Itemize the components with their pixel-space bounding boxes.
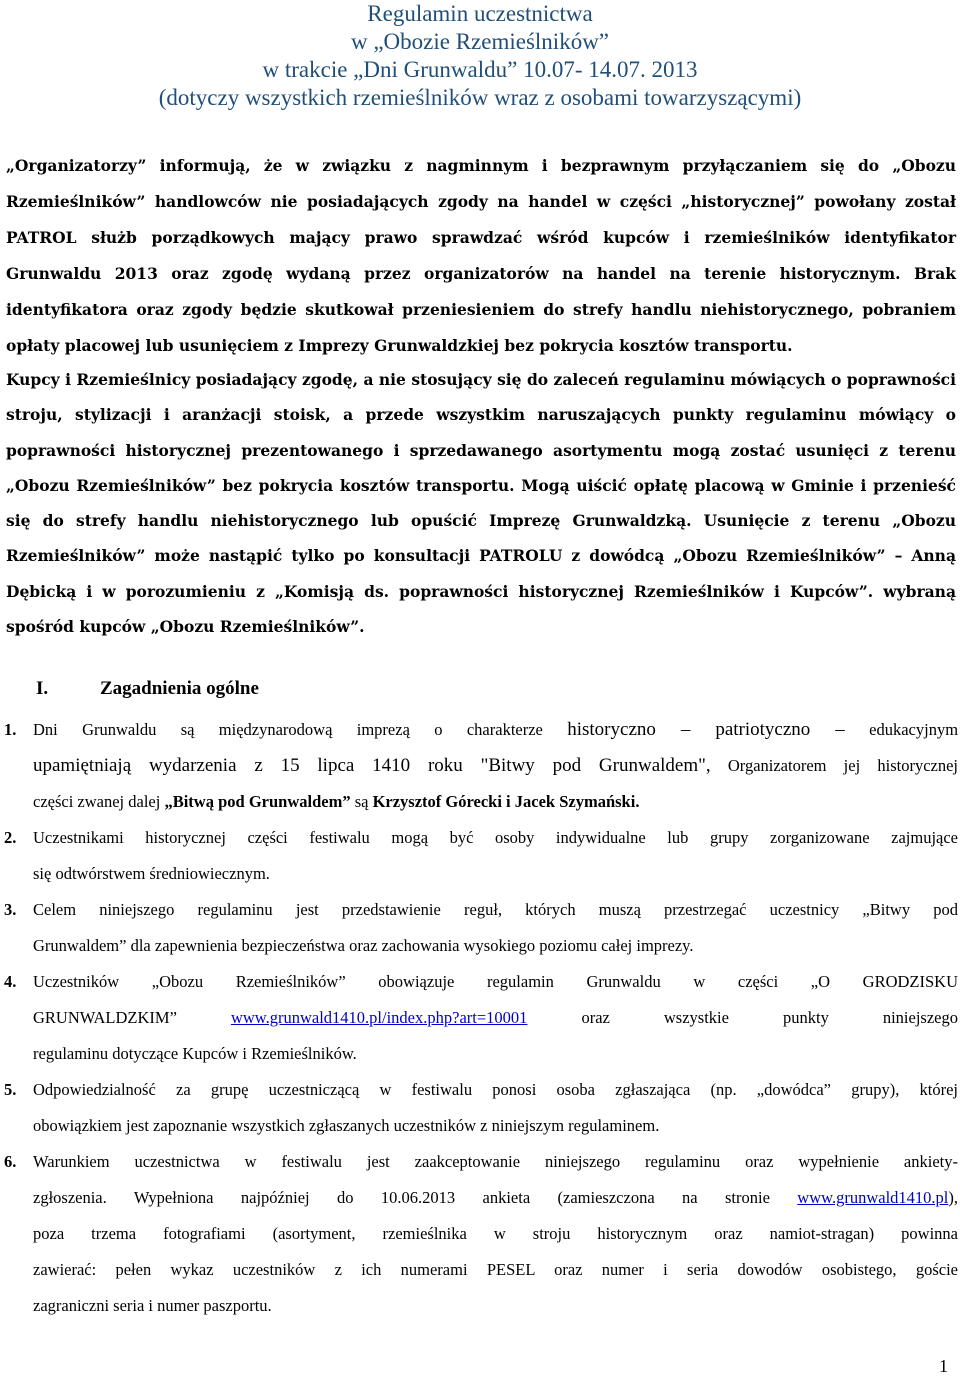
intro-line-1: „Organizatorzy” informują, że w związku z nagminnym i bezprawnym przyłączaniem się do „Obozu [6,156,956,175]
title-line-1: Regulamin uczestnictwa [367,1,593,26]
item-1-text-i: Krzysztof Górecki i Jacek Szymański. [372,792,640,811]
item-5-line-2: obowiązkiem jest zapoznanie wszystkich zgłaszanych uczestników z niniejszym regulaminem. [33,1116,660,1135]
item-1-text-b: historyczno – patriotyczno – [567,719,845,740]
item-1-line-3 [33,784,958,820]
item-4-line-3: regulaminu dotyczące Kupców i Rzemieślników. [33,1044,357,1063]
item-number: 6. [4,1152,17,1171]
list-item-3 [4,892,958,964]
intro-line-3: PATROL służb porządkowych mający prawo sprawdzać wśród kupców i rzemieślników identyfikator [6,228,956,247]
item-6-line-1: Warunkiem uczestnictwa w festiwalu jest zaakceptowanie niniejszego regulaminu oraz wypełnienie ankiety- [33,1152,958,1171]
item-3-line-2: Grunwaldem” dla zapewnienia bezpieczeństwa oraz zachowania wysokiego poziomu całej imprezy. [33,936,694,955]
item-2-line-1: Uczestnikami historycznej części festiwalu mogą być osoby indywidualne lub grupy zorganizowane zajmujące [33,828,958,847]
item-1-line-1 [33,712,958,748]
section-heading [36,678,259,700]
intro-paragraph [6,148,956,364]
rules-line-3: poprawności historycznej prezentowanego i sprzedawanego asortymentu mogą zostać usunięci z terenu [6,440,956,460]
item-4-text-a: GRUNWALDZKIM” [33,1008,177,1027]
item-6-line-4: zawierać: pełen wykaz uczestników z ich numerami PESEL oraz numer i seria dowodów osobistego, goście [33,1260,958,1279]
item-6-line-2 [33,1180,958,1216]
intro-line-6: opłaty placowej lub usunięciem z Imprezy Grunwaldzkiej bez pokrycia kosztów transportu. [6,336,793,355]
item-4-line-1: Uczestników „Obozu Rzemieślników” obowiązuje regulamin Grunwaldu w części „O GRODZISKU [33,972,958,991]
title-line-4: (dotyczy wszystkich rzemieślników wraz z osobami towarzyszącymi) [158,85,802,110]
item-2-line-2: się odtwórstwem średniowiecznym. [33,864,270,883]
grodzisko-link[interactable]: www.grunwald1410.pl/index.php?art=10001 [230,1008,528,1027]
website-link[interactable]: www.grunwald1410.pl [797,1188,949,1207]
rules-line-4: „Obozu Rzemieślników” bez pokrycia kosztów transportu. Mogą uiścić opłatę placową w Gminie i przenieść [6,475,956,495]
list-item-4 [4,964,958,1072]
rules-line-5: się do strefy handlu niehistorycznego lub opuścić Imprezę Grunwaldzką. Usunięcie z terenu „Obozu [6,511,956,531]
item-number: 2. [4,828,17,847]
list-item-2 [4,820,958,892]
rules-line-2: stroju, stylizacji i aranżacji stoisk, a przede wszystkim naruszających punkty regulaminu mówiący o [6,405,956,425]
title-line-3: w trakcie „Dni Grunwaldu” 10.07- 14.07. 2013 [262,57,698,82]
item-1-text-h: są [354,792,369,811]
item-6-text-b: ), [948,1188,958,1207]
item-number: 5. [4,1080,17,1099]
item-4-line-2 [33,1000,958,1036]
item-6-line-5: zagraniczni seria i numer paszportu. [33,1296,272,1315]
item-1-text-d: upamiętniają wydarzenia z 15 lipca 1410 roku "Bitwy pod Grunwaldem", [33,755,711,776]
rules-paragraph [6,362,956,644]
rules-line-6: Rzemieślników” może nastąpić tylko po konsultacji PATROLU z dowódcą „Obozu Rzemieślników” – Anną [6,546,956,566]
rules-line-7: Dębicką i w porozumieniu z „Komisją ds. poprawności historycznej Rzemieślników i Kupców”. wybraną [6,581,956,601]
list-item-1 [4,712,958,820]
item-1-text-g: „Bitwą pod Grunwaldem” [164,792,351,811]
rules-list [4,712,958,1324]
item-5-line-1: Odpowiedzialność za grupę uczestniczącą w festiwalu ponosi osoba zgłaszająca (np. „dowódca” grupy), której [33,1080,958,1099]
list-item-5 [4,1072,958,1144]
section-number: I. [36,678,49,699]
rules-line-1: Kupcy i Rzemieślnicy posiadający zgodę, a nie stosujący się do zaleceń regulaminu mówiących o poprawności [6,370,956,389]
page-number: 1 [939,1356,948,1376]
intro-line-4: Grunwaldu 2013 oraz zgodę wydaną przez organizatorów na handel na terenie historycznym. Brak [6,264,956,283]
item-number: 4. [4,972,17,991]
item-1-text-e: Organizatorem jej historycznej [727,756,958,775]
item-number: 1. [4,720,17,739]
item-6-text-a: zgłoszenia. Wypełniona najpóźniej do 10.06.2013 ankieta (zamieszczona na stronie [33,1188,770,1207]
title-line-2: w „Obozie Rzemieślników” [350,29,610,54]
item-1-text-c: edukacyjnym [869,720,959,739]
item-number: 3. [4,900,17,919]
intro-line-5: identyfikatora oraz zgody będzie skutkował przeniesieniem do strefy handlu niehistorycznego, pobraniem [6,300,956,319]
item-3-line-1: Celem niniejszego regulaminu jest przedstawienie reguł, których muszą przestrzegać uczestnicy „Bitwy pod [33,900,958,919]
rules-line-8: spośród kupców „Obozu Rzemieślników”. [6,617,365,637]
section-title: Zagadnienia ogólne [100,678,259,699]
item-1-text-f: części zwanej dalej [33,792,161,811]
item-6-line-3: poza trzema fotografiami (asortyment, rzemieślnika w stroju historycznym oraz namiot-stragan) powinna [33,1224,958,1243]
intro-line-2: Rzemieślników” handlowców nie posiadających zgody na handel w części „historycznej” powołany został [6,192,956,211]
list-item-6 [4,1144,958,1324]
item-1-line-2 [33,748,958,784]
item-1-text-a: Dni Grunwaldu są międzynarodową imprezą o charakterze [33,720,543,739]
document-title [0,0,960,112]
item-4-text-b: oraz wszystkie punkty niniejszego [581,1008,958,1027]
